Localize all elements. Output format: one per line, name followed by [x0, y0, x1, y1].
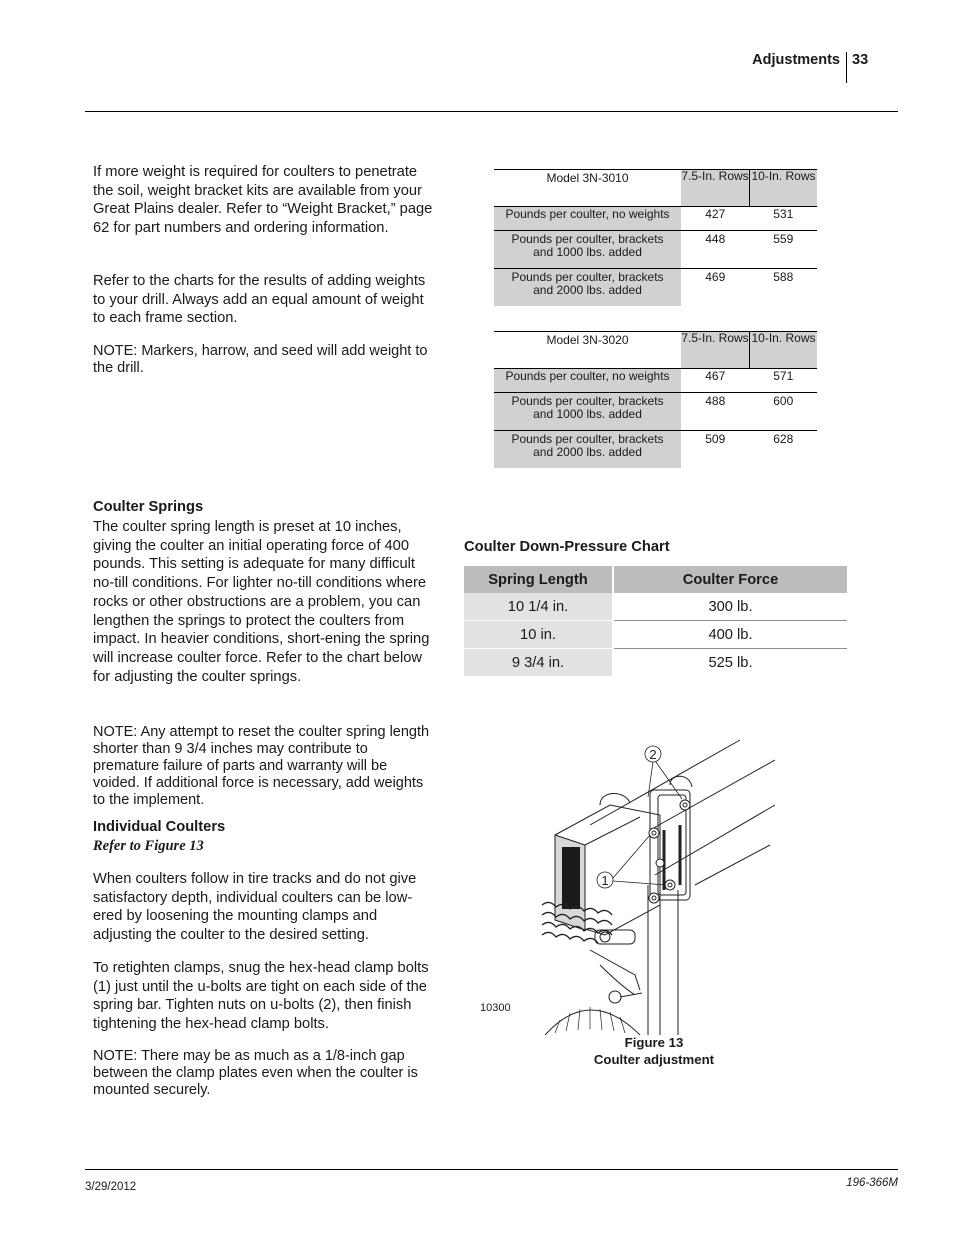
coulter-force-cell: 300 lb. — [613, 593, 847, 621]
row-label — [494, 393, 681, 431]
figure-title: Coulter adjustment — [593, 1052, 715, 1067]
row-label — [494, 431, 681, 469]
table-cell: 571 — [750, 369, 818, 393]
table-model-label: Model 3N-3010 — [494, 170, 681, 207]
intro-paragraph-1: If more weight is required for coulters to penetrate the soil, weight bracket kits are available from your Great Plains dealer. Refer to “Weight Bracket,” page 62 for part numbers and ordering information. — [93, 164, 433, 237]
callout-1: 1 — [601, 873, 609, 888]
figure-reference: Refer to Figure 13 — [93, 838, 204, 854]
section-title: Adjustments — [752, 52, 840, 68]
table-cell: 488 — [681, 393, 750, 431]
table-cell: 588 — [773, 270, 794, 284]
individual-paragraph-1: When coulters follow in tire tracks and do not give satisfactory depth, individual coulters can be low-ered by loosening the mounting clamps and adjusting the coulter to the desired setting. — [93, 871, 417, 944]
table-cell: 469 — [705, 270, 726, 284]
row-label — [494, 231, 681, 269]
spring-length-cell: 10 in. — [464, 621, 613, 649]
table-cell: 448 — [681, 231, 750, 269]
figure-number: Figure 13 — [624, 1035, 684, 1050]
coulter-force-cell: 400 lb. — [613, 621, 847, 649]
row-label: Pounds per coulter, no weights — [494, 369, 681, 393]
pressure-chart-table — [464, 566, 847, 676]
column-header: Spring Length — [464, 566, 613, 593]
figure-id: 10300 — [480, 1002, 511, 1014]
figure-caption — [564, 1034, 744, 1068]
row-label: Pounds per coulter, no weights — [494, 207, 681, 231]
weight-table-3n-3010 — [494, 169, 817, 306]
individual-coulters-heading: Individual Coulters — [93, 819, 226, 835]
table-row — [464, 593, 847, 621]
table-cell: 509 — [705, 432, 726, 446]
column-header: 10-In. Rows — [750, 332, 818, 369]
row-label-text: Pounds per coulter, brackets and 2000 lbs. added — [511, 270, 664, 297]
header-divider — [846, 52, 847, 83]
weight-table-3n-3020 — [494, 331, 817, 468]
intro-paragraph-2: Refer to the charts for the results of adding weights to your drill. Always add an equal amount of weight to each frame section. — [93, 273, 426, 327]
coulter-springs-heading: Coulter Springs — [93, 499, 204, 515]
table-row — [464, 621, 847, 649]
column-header: 10-In. Rows — [750, 170, 818, 207]
footer-date: 3/29/2012 — [85, 1181, 137, 1193]
footer-rule — [85, 1169, 898, 1170]
column-header: 7.5-In. Rows — [681, 332, 750, 369]
column-header: Coulter Force — [613, 566, 847, 593]
table-cell: 600 — [750, 393, 818, 431]
table-cell: 559 — [750, 231, 818, 269]
spring-length-cell: 9 3/4 in. — [464, 649, 613, 677]
intro-note: NOTE: Markers, harrow, and seed will add weight to the drill. — [93, 343, 428, 376]
table-cell: 628 — [773, 432, 794, 446]
coulter-springs-body: The coulter spring length is preset at 10 inches, giving the coulter an initial operating force of 400 pounds. This setting is adequate for many difficult no-till conditions. For lighter no-till conditions where rocks or other obstructions are a problem, you can lengthen the springs to protect the coulters from impact. In heavier conditions, short-ening the spring will increase coulter force. Refer to the chart below for adjusting the coulter springs. — [93, 519, 430, 685]
footer-document-number: 196-366M — [846, 1177, 898, 1189]
page-number: 33 — [852, 52, 869, 68]
table-cell: 427 — [681, 207, 750, 231]
coulter-springs-note: NOTE: Any attempt to reset the coulter spring length shorter than 9 3/4 inches may contribute to premature failure of parts and warranty will be voided. If additional force is necessary, add weights to the implement. — [93, 724, 430, 808]
individual-note: NOTE: There may be as much as a 1/8-inch gap between the clamp plates even when the coulter is mounted securely. — [93, 1048, 418, 1098]
column-header: 7.5-In. Rows — [681, 170, 750, 207]
table-cell: 467 — [681, 369, 750, 393]
row-label-text: Pounds per coulter, brackets and 1000 lbs. added — [511, 232, 664, 259]
table-row — [464, 649, 847, 677]
row-label-text: Pounds per coulter, brackets and 2000 lbs. added — [511, 432, 664, 459]
header-rule — [85, 111, 898, 112]
callout-2: 2 — [649, 747, 657, 762]
row-label — [494, 269, 681, 307]
table-model-label: Model 3N-3020 — [494, 332, 681, 369]
pressure-chart-title: Coulter Down-Pressure Chart — [464, 539, 670, 555]
coulter-adjustment-illustration — [530, 735, 780, 1035]
row-label-text: Pounds per coulter, brackets and 1000 lbs. added — [511, 394, 664, 421]
coulter-force-cell: 525 lb. — [708, 654, 753, 671]
spring-length-cell: 10 1/4 in. — [464, 593, 613, 621]
table-cell: 531 — [750, 207, 818, 231]
individual-paragraph-2: To retighten clamps, snug the hex-head clamp bolts (1) just until the u-bolts are tight on each side of the spring bar. Tighten nuts on u-bolts (2), then finish tightening the hex-head clamp bolts. — [93, 960, 429, 1033]
